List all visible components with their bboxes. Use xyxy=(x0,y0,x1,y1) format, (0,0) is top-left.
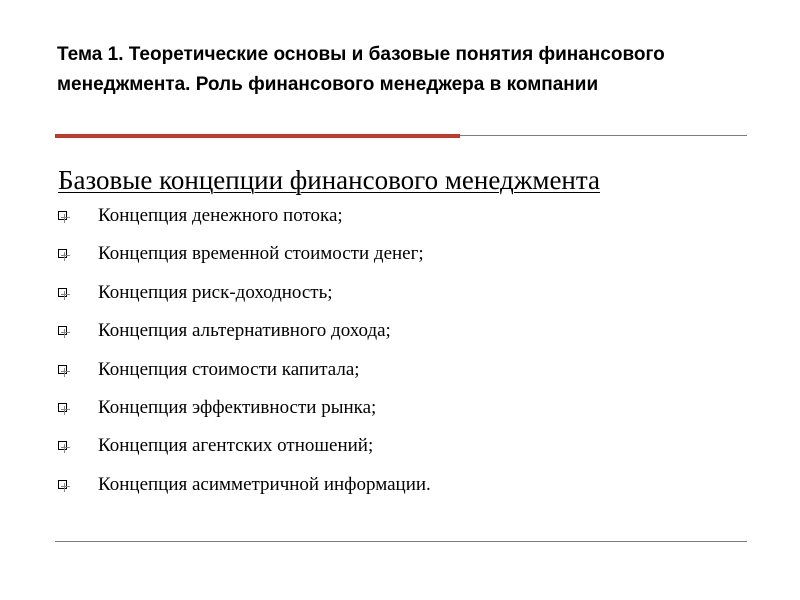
title-divider-thin xyxy=(460,135,747,136)
square-bullet-icon xyxy=(58,403,67,412)
list-item-label: Концепция агентских отношений; xyxy=(98,435,374,457)
square-bullet-icon xyxy=(58,326,67,335)
list-item-label: Концепция альтернативного дохода; xyxy=(98,320,391,342)
square-bullet-icon xyxy=(58,365,67,374)
list-item-label: Концепция денежного потока; xyxy=(98,205,343,226)
slide-title: Тема 1. Теоретические основы и базовые понятия финансового менеджмента. Роль финансового менеджера в компании xyxy=(57,44,665,95)
square-bullet-icon xyxy=(58,441,67,450)
footer-divider xyxy=(55,541,747,542)
title-divider-thick xyxy=(55,134,460,138)
square-bullet-icon xyxy=(58,211,67,220)
square-bullet-icon xyxy=(58,480,67,489)
square-bullet-icon xyxy=(58,288,67,297)
list-item-label: Концепция эффективности рынка; xyxy=(98,396,377,418)
section-heading: Базовые концепции финансового менеджмента xyxy=(58,165,600,195)
list-item-label: Концепция асимметричной информации. xyxy=(98,473,431,495)
list-item-label: Концепция риск-доходность; xyxy=(98,281,333,303)
list-item-label: Концепция временной стоимости денег; xyxy=(98,243,424,265)
list-item-label: Концепция стоимости капитала; xyxy=(98,358,360,380)
square-bullet-icon xyxy=(58,249,67,258)
